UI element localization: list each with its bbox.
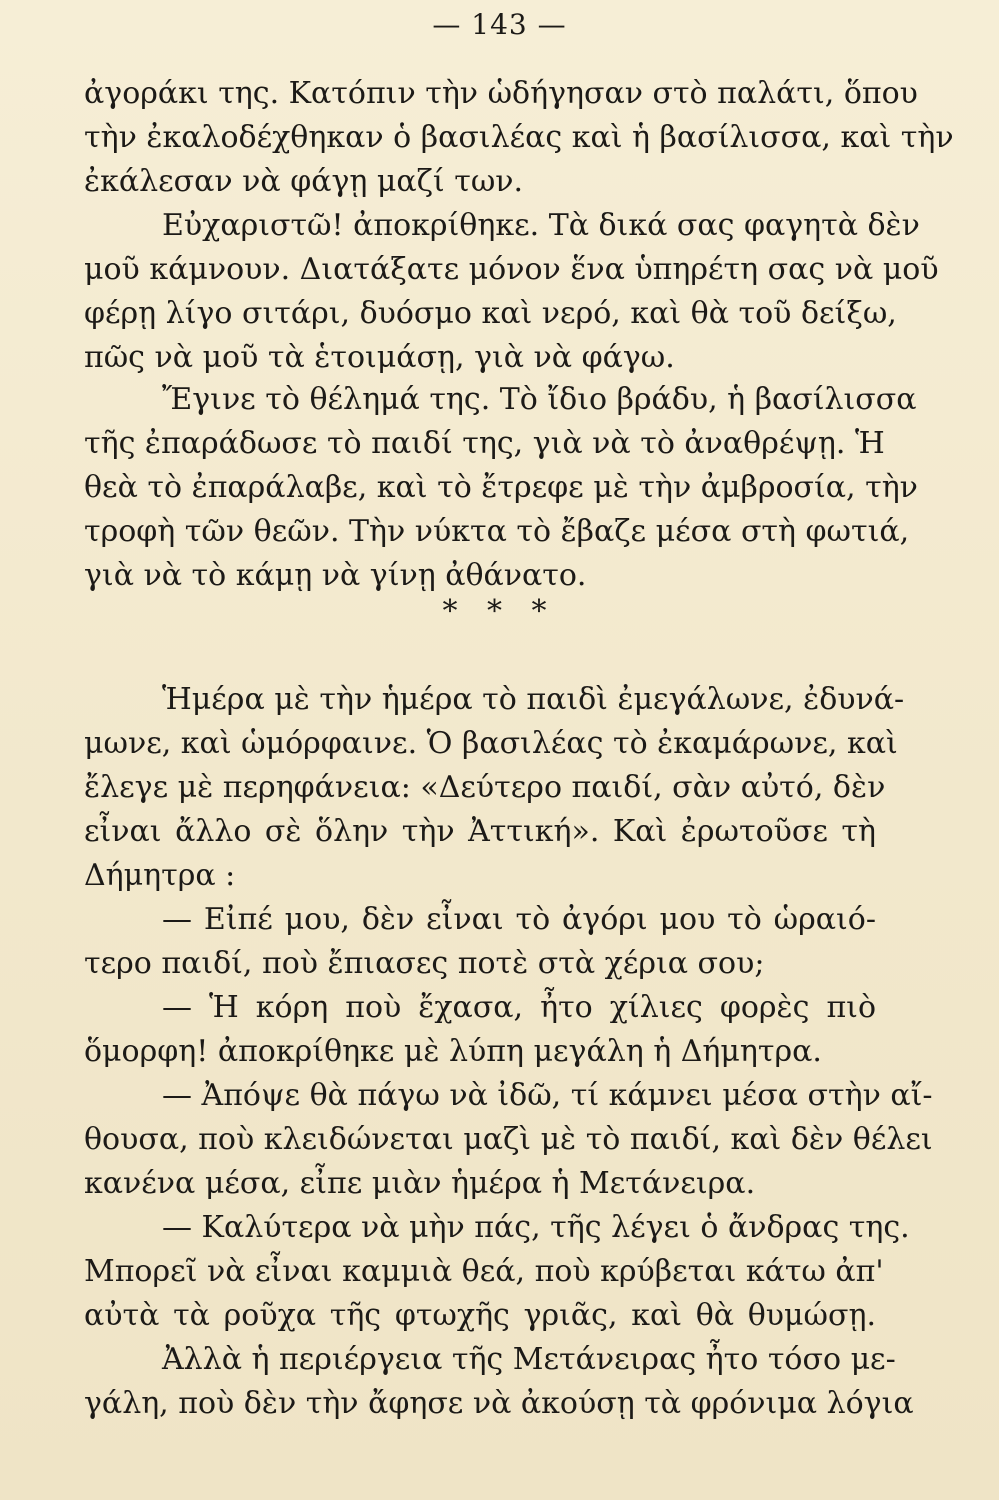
text-line: τροφὴ τῶν θεῶν. Τὴν νύκτα τὸ ἔβαζε μέσα στὴ φωτιά, <box>84 514 910 549</box>
text-line: τερο παιδί, ποὺ ἔπιασες ποτὲ στὰ χέρια σου; <box>84 946 765 981</box>
text-line: ἐκάλεσαν νὰ φάγῃ μαζί των. <box>84 164 524 199</box>
text-line: τὴν ἐκαλοδέχθηκαν ὁ βασιλέας καὶ ἡ βασίλισσα, καὶ τὴν <box>84 120 954 155</box>
text-line: τῆς ἐπαράδωσε τὸ παιδί της, γιὰ νὰ τὸ ἀναθρέψῃ. Ἡ <box>84 426 885 461</box>
text-line: Δήμητρα : <box>84 858 236 893</box>
text-line: αὐτὰ τὰ ροῦχα τῆς φτωχῆς γριᾶς, καὶ θὰ θυμώσῃ. <box>84 1298 876 1333</box>
text-line: ἔλεγε μὲ περηφάνεια: «Δεύτερο παιδί, σὰν αὐτό, δὲν <box>84 770 886 805</box>
dialogue-line: — Ἀπόψε θὰ πάγω νὰ ἰδῶ, τί κάμνει μέσα στὴν αἴ- <box>162 1078 933 1113</box>
text-line: εἶναι ἄλλο σὲ ὅλην τὴν Ἀττική». Καὶ ἐρωτοῦσε τὴ <box>84 814 876 849</box>
dialogue-line: — Ἡ κόρη ποὺ ἔχασα, ἦτο χίλιες φορὲς πιὸ <box>162 990 876 1025</box>
text-line: ὅμορφη! ἀποκρίθηκε μὲ λύπη μεγάλη ἡ Δήμητρα. <box>84 1034 822 1069</box>
dialogue-line: — Καλύτερα νὰ μὴν πάς, τῆς λέγει ὁ ἄνδρας της. <box>162 1210 910 1245</box>
text-line: θουσα, ποὺ κλειδώνεται μαζὶ μὲ τὸ παιδί, καὶ δὲν θέλει <box>84 1122 933 1157</box>
text-line: Μπορεῖ νὰ εἶναι καμμιὰ θεά, ποὺ κρύβεται κάτω ἀπ' <box>84 1254 884 1289</box>
text-line: φέρῃ λίγο σιτάρι, δυόσμο καὶ νερό, καὶ θὰ τοῦ δείξω, <box>84 296 897 331</box>
text-line: θεὰ τὸ ἐπαράλαβε, καὶ τὸ ἔτρεφε μὲ τὴν ἀμβροσία, τὴν <box>84 470 918 505</box>
text-line: Ἡμέρα μὲ τὴν ἡμέρα τὸ παιδὶ ἐμεγάλωνε, ἐδυνά- <box>162 682 905 717</box>
text-line: κανένα μέσα, εἶπε μιὰν ἡμέρα ἡ Μετάνειρα. <box>84 1166 756 1201</box>
text-line: ἀγοράκι της. Κατόπιν τὴν ὡδήγησαν στὸ παλάτι, ὅπου <box>84 76 918 111</box>
text-line: Ἔγινε τὸ θέλημά της. Τὸ ἴδιο βράδυ, ἡ βασίλισσα <box>162 382 917 417</box>
text-line: πῶς νὰ μοῦ τὰ ἑτοιμάσῃ, γιὰ νὰ φάγω. <box>84 340 675 375</box>
text-line: γιὰ νὰ τὸ κάμῃ νὰ γίνῃ ἀθάνατο. <box>84 558 587 593</box>
text-line: γάλη, ποὺ δὲν τὴν ἄφησε νὰ ἀκούσῃ τὰ φρόνιμα λόγια <box>84 1386 914 1421</box>
dialogue-line: — Εἰπέ μου, δὲν εἶναι τὸ ἀγόρι μου τὸ ὡραιό- <box>162 902 876 937</box>
text-line: μοῦ κάμνουν. Διατάξατε μόνον ἕνα ὑπηρέτη σας νὰ μοῦ <box>84 252 939 287</box>
text-line: Εὐχαριστῶ! ἀποκρίθηκε. Τὰ δικά σας φαγητὰ δὲν <box>162 208 920 243</box>
section-break: * * * <box>442 594 557 629</box>
text-line: μωνε, καὶ ὡμόρφαινε. Ὁ βασιλέας τὸ ἐκαμάρωνε, καὶ <box>84 726 898 761</box>
page-number: — 143 — <box>432 8 567 41</box>
text-line: Ἀλλὰ ἡ περιέργεια τῆς Μετάνειρας ἦτο τόσο με- <box>162 1342 896 1377</box>
